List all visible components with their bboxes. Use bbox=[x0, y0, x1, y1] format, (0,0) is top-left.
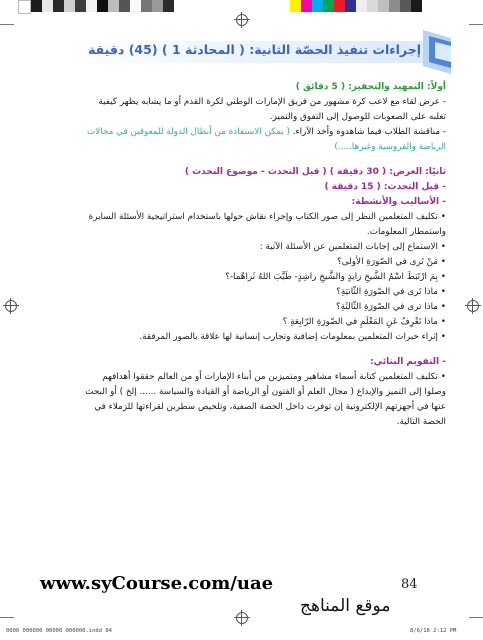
teal-note: ( يمكن الاستفادة من أبطال الدولة للمعوقين في مجالات bbox=[86, 127, 290, 137]
question-item: • بِمَ ارْتَبَطَ اسْمُ الشَّيخِ زايدٍ والشَّيخِ راشِدٍ- طَيَّبَ اللهُ ثَراهُما-؟ bbox=[36, 270, 446, 285]
paragraph-line: - عرض لقاء مع لاعب كرة مشهور من فريق الإمارات الوطني لكرة القدم أو ما يشابه يظهر كيفية bbox=[98, 97, 446, 107]
paragraph-line: الحصة التالية. bbox=[396, 417, 446, 427]
page-title: إجراءات تنفيذ الحصّة الثانية: ( المحادثة 1 ) (45) دقيقة bbox=[88, 42, 421, 57]
registration-mark-top-icon bbox=[236, 14, 248, 26]
question-item: • ماذا ترى في الصّورَةِ الثّالثَةِ؟ bbox=[36, 300, 446, 315]
footer-timestamp: 8/6/18 2:12 PM bbox=[410, 628, 457, 634]
page-number: 84 bbox=[401, 577, 418, 592]
crop-mark-icon bbox=[0, 617, 14, 618]
decorative-arrow-icon bbox=[421, 28, 455, 76]
paragraph-line bbox=[36, 125, 446, 140]
paragraph-line: تغلبه على الصعوبات للوصول إلى التفوق والتميز. bbox=[269, 112, 446, 122]
color-calibration-bar bbox=[18, 0, 174, 12]
methods-heading: - الأساليب والأنشطة: bbox=[351, 197, 446, 207]
section-heading-intro: أولاً: التمهيد والتحفيز: ( 5 دقائق ) bbox=[295, 82, 446, 92]
list-item: • تكليف المتعلمين كتابة أسماء مشاهير ومتميزين من أبناء الإمارات أو من العالم حققوا أهدافهم bbox=[36, 370, 446, 385]
crop-mark-icon bbox=[469, 617, 483, 618]
section-heading-presentation: ثانيًا: العرض: ( 30 دقيقة ) ( قبل التحدث - موضوع التحدث ) bbox=[184, 167, 446, 177]
discussion-text: - مناقشة الطلاب فيما شاهدوه وأخذ الآراء. bbox=[292, 127, 446, 137]
teal-note: الرياضة والفروسية وغيرها.....) bbox=[334, 142, 446, 152]
registration-mark-left-icon bbox=[5, 300, 17, 312]
print-footer bbox=[0, 627, 483, 640]
question-item: • مَنْ تَرى في الصّورَةِ الأولى؟ bbox=[36, 255, 446, 270]
sub-heading-before-speaking: - قبل التحدث: ( 15 دقيقة ) bbox=[324, 182, 446, 192]
registration-mark-bottom-icon bbox=[236, 612, 248, 624]
question-item: • ماذا تَعْرِفُ عَنِ المَعْلَمِ في الصّورَةِ الرّابِعَةِ ؟ bbox=[36, 315, 446, 330]
list-item: • إثراء خبرات المتعلمين بمعلومات إضافية وتجارب إنسانية لها علاقة بالصور المرفقة. bbox=[36, 330, 446, 345]
lesson-content bbox=[36, 80, 446, 430]
paragraph-line: عنها في أجهزتهم الإلكترونية إن توفرت داخل الحصة الصفية، وتلخيص سطرين لقراءتها للزملاء في bbox=[94, 402, 446, 412]
crop-mark-icon bbox=[469, 24, 483, 25]
paragraph-line: وصلوا إلى التميز والإبداع ( مجال العلم أو الفنون أو الرياضة أو القيادة والسياسة ...... إلخ ) أو البحث bbox=[85, 387, 446, 397]
question-item: • ماذا تَرى في الصّورَةِ الثّانيَةِ؟ bbox=[36, 285, 446, 300]
brand-watermark: موقع المناهج bbox=[300, 596, 391, 616]
color-calibration-bar-right bbox=[290, 0, 422, 12]
list-item: • الاستماع إلى إجابات المتعلمين عن الأسئلة الآتية : bbox=[36, 240, 446, 255]
footer-file-name: 0000 000000 00000 000000.indd 84 bbox=[6, 628, 112, 634]
paragraph-line: واستمطار المعلومات. bbox=[366, 227, 446, 237]
website-watermark: www.syCourse.com/uae bbox=[40, 573, 274, 594]
registration-mark-right-icon bbox=[467, 300, 479, 312]
crop-mark-icon bbox=[0, 24, 14, 25]
section-heading-assessment: - التقويم البنائي: bbox=[370, 357, 446, 367]
list-item: • تكليف المتعلمين النظر إلى صور الكتاب وإجراء نقاش حولها باستخدام استراتيجية الأسئلة السابرة bbox=[36, 210, 446, 225]
